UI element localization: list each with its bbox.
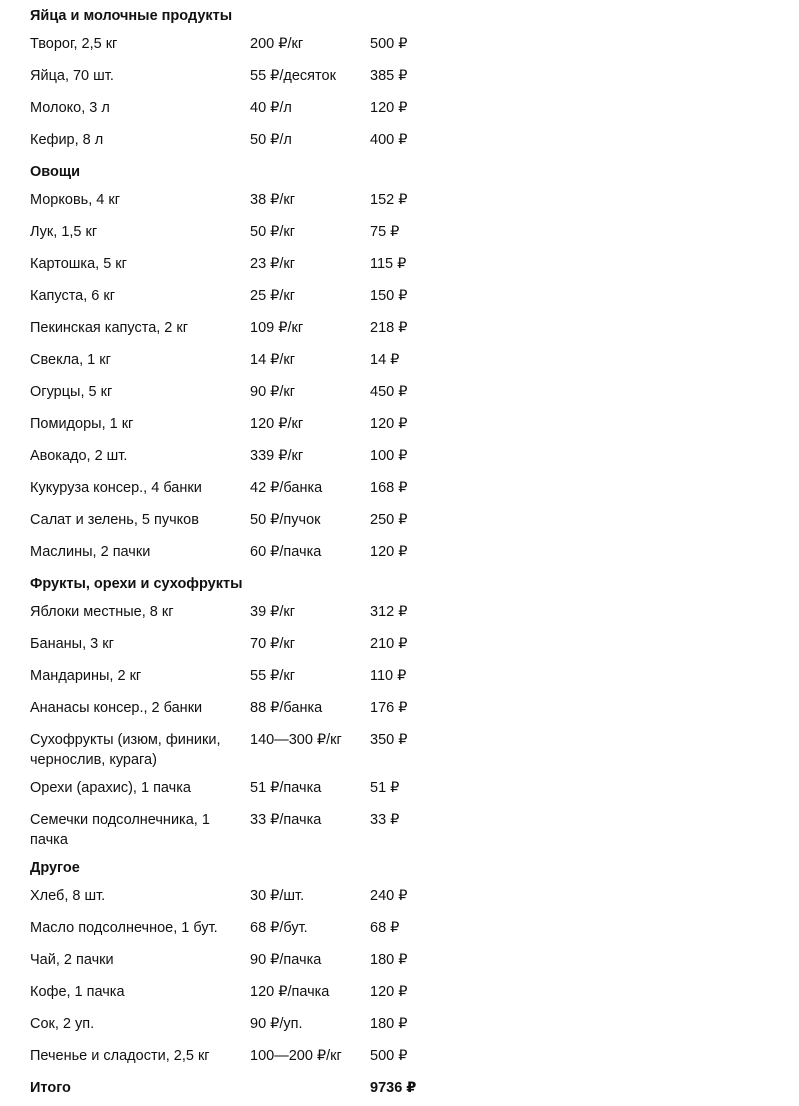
unit-price: 90 ₽/пачка: [250, 952, 322, 968]
item-name: Помидоры, 1 кг: [30, 416, 134, 432]
table-row: [30, 810, 799, 850]
table-row: [30, 446, 799, 466]
item-cost: 500 ₽: [370, 1048, 408, 1064]
item-cost: 120 ₽: [370, 100, 408, 116]
table-row: [30, 950, 799, 970]
table-row: [30, 730, 799, 770]
item-cost: 180 ₽: [370, 952, 408, 968]
section: [30, 574, 799, 850]
table-row: [30, 130, 799, 150]
unit-price: 109 ₽/кг: [250, 320, 304, 336]
table-row: [30, 634, 799, 654]
item-name: Салат и зелень, 5 пучков: [30, 512, 199, 528]
total-row: [30, 1078, 799, 1098]
table-row: [30, 286, 799, 306]
section: [30, 162, 799, 562]
item-name: Чай, 2 пачки: [30, 952, 114, 968]
item-cost: 385 ₽: [370, 68, 408, 84]
unit-price: 339 ₽/кг: [250, 448, 304, 464]
item-cost: 250 ₽: [370, 512, 408, 528]
total-label: Итого: [30, 1080, 71, 1096]
unit-price: 200 ₽/кг: [250, 36, 304, 52]
unit-price: 55 ₽/десяток: [250, 68, 336, 84]
section-title: Яйца и молочные продукты: [30, 8, 233, 24]
table-row: [30, 542, 799, 562]
item-name: Кефир, 8 л: [30, 132, 104, 148]
table-row: [30, 778, 799, 798]
table-row: [30, 666, 799, 686]
table-row: [30, 34, 799, 54]
item-cost: 150 ₽: [370, 288, 408, 304]
item-cost: 500 ₽: [370, 36, 408, 52]
table-row: [30, 698, 799, 718]
item-name: Авокадо, 2 шт.: [30, 448, 128, 464]
item-name: Молоко, 3 л: [30, 100, 110, 116]
unit-price: 33 ₽/пачка: [250, 812, 322, 828]
item-cost: 450 ₽: [370, 384, 408, 400]
item-name: Печенье и сладости, 2,5 кг: [30, 1048, 210, 1064]
unit-price: 51 ₽/пачка: [250, 780, 322, 796]
table-row: [30, 918, 799, 938]
item-cost: 210 ₽: [370, 636, 408, 652]
unit-price: 60 ₽/пачка: [250, 544, 322, 560]
unit-price: 100—200 ₽/кг: [250, 1048, 342, 1064]
item-name: Кукуруза консер., 4 банки: [30, 480, 202, 496]
item-cost: 152 ₽: [370, 192, 408, 208]
unit-price: 90 ₽/уп.: [250, 1016, 303, 1032]
sections-container: [30, 6, 799, 1066]
item-name: Свекла, 1 кг: [30, 352, 111, 368]
item-name: Сухофрукты (изюм, финики, чернослив, курага): [30, 732, 221, 768]
item-cost: 14 ₽: [370, 352, 400, 368]
item-cost: 176 ₽: [370, 700, 408, 716]
unit-price: 14 ₽/кг: [250, 352, 296, 368]
unit-price: 68 ₽/бут.: [250, 920, 308, 936]
item-name: Лук, 1,5 кг: [30, 224, 98, 240]
item-cost: 120 ₽: [370, 984, 408, 1000]
item-name: Яйца, 70 шт.: [30, 68, 114, 84]
item-name: Ананасы консер., 2 банки: [30, 700, 203, 716]
item-cost: 400 ₽: [370, 132, 408, 148]
item-name: Семечки подсолнечника, 1 пачка: [30, 812, 210, 848]
item-name: Пекинская капуста, 2 кг: [30, 320, 189, 336]
table-row: [30, 510, 799, 530]
unit-price: 88 ₽/банка: [250, 700, 323, 716]
table-row: [30, 350, 799, 370]
item-name: Маслины, 2 пачки: [30, 544, 151, 560]
item-name: Творог, 2,5 кг: [30, 36, 118, 52]
item-cost: 110 ₽: [370, 668, 407, 684]
item-name: Хлеб, 8 шт.: [30, 888, 106, 904]
unit-price: 38 ₽/кг: [250, 192, 296, 208]
item-name: Огурцы, 5 кг: [30, 384, 113, 400]
item-cost: 350 ₽: [370, 732, 408, 748]
item-cost: 240 ₽: [370, 888, 408, 904]
item-cost: 180 ₽: [370, 1016, 408, 1032]
unit-price: 40 ₽/л: [250, 100, 292, 116]
table-row: [30, 382, 799, 402]
item-name: Мандарины, 2 кг: [30, 668, 142, 684]
unit-price: 90 ₽/кг: [250, 384, 296, 400]
item-name: Картошка, 5 кг: [30, 256, 127, 272]
section-title: Фрукты, орехи и сухофрукты: [30, 576, 243, 592]
item-cost: 120 ₽: [370, 416, 408, 432]
table-row: [30, 478, 799, 498]
item-cost: 168 ₽: [370, 480, 408, 496]
item-name: Кофе, 1 пачка: [30, 984, 125, 1000]
item-cost: 120 ₽: [370, 544, 408, 560]
unit-price: 30 ₽/шт.: [250, 888, 305, 904]
item-name: Орехи (арахис), 1 пачка: [30, 780, 191, 796]
item-cost: 312 ₽: [370, 604, 408, 620]
item-name: Морковь, 4 кг: [30, 192, 120, 208]
unit-price: 140—300 ₽/кг: [250, 732, 342, 748]
section-title: Другое: [30, 860, 80, 876]
unit-price: 120 ₽/пачка: [250, 984, 330, 1000]
unit-price: 23 ₽/кг: [250, 256, 296, 272]
unit-price: 50 ₽/л: [250, 132, 292, 148]
table-row: [30, 886, 799, 906]
table-row: [30, 254, 799, 274]
unit-price: 42 ₽/банка: [250, 480, 323, 496]
item-name: Капуста, 6 кг: [30, 288, 116, 304]
table-row: [30, 982, 799, 1002]
table-row: [30, 414, 799, 434]
item-cost: 68 ₽: [370, 920, 400, 936]
unit-price: 50 ₽/пучок: [250, 512, 321, 528]
unit-price: 120 ₽/кг: [250, 416, 304, 432]
table-row: [30, 190, 799, 210]
section: [30, 6, 799, 150]
item-name: Сок, 2 уп.: [30, 1016, 95, 1032]
unit-price: 39 ₽/кг: [250, 604, 296, 620]
table-row: [30, 222, 799, 242]
table-row: [30, 602, 799, 622]
unit-price: 50 ₽/кг: [250, 224, 296, 240]
unit-price: 70 ₽/кг: [250, 636, 296, 652]
item-cost: 51 ₽: [370, 780, 400, 796]
table-row: [30, 1046, 799, 1066]
table-row: [30, 98, 799, 118]
item-name: Масло подсолнечное, 1 бут.: [30, 920, 218, 936]
item-cost: 75 ₽: [370, 224, 400, 240]
unit-price: 55 ₽/кг: [250, 668, 296, 684]
section: [30, 858, 799, 1066]
item-cost: 100 ₽: [370, 448, 408, 464]
item-cost: 218 ₽: [370, 320, 408, 336]
item-name: Бананы, 3 кг: [30, 636, 114, 652]
table-row: [30, 1014, 799, 1034]
item-name: Яблоки местные, 8 кг: [30, 604, 174, 620]
section-title: Овощи: [30, 164, 81, 180]
item-cost: 33 ₽: [370, 812, 400, 828]
total-value: 9736 ₽: [370, 1080, 417, 1096]
item-cost: 115 ₽: [370, 256, 407, 272]
table-row: [30, 66, 799, 86]
table-row: [30, 318, 799, 338]
unit-price: 25 ₽/кг: [250, 288, 296, 304]
